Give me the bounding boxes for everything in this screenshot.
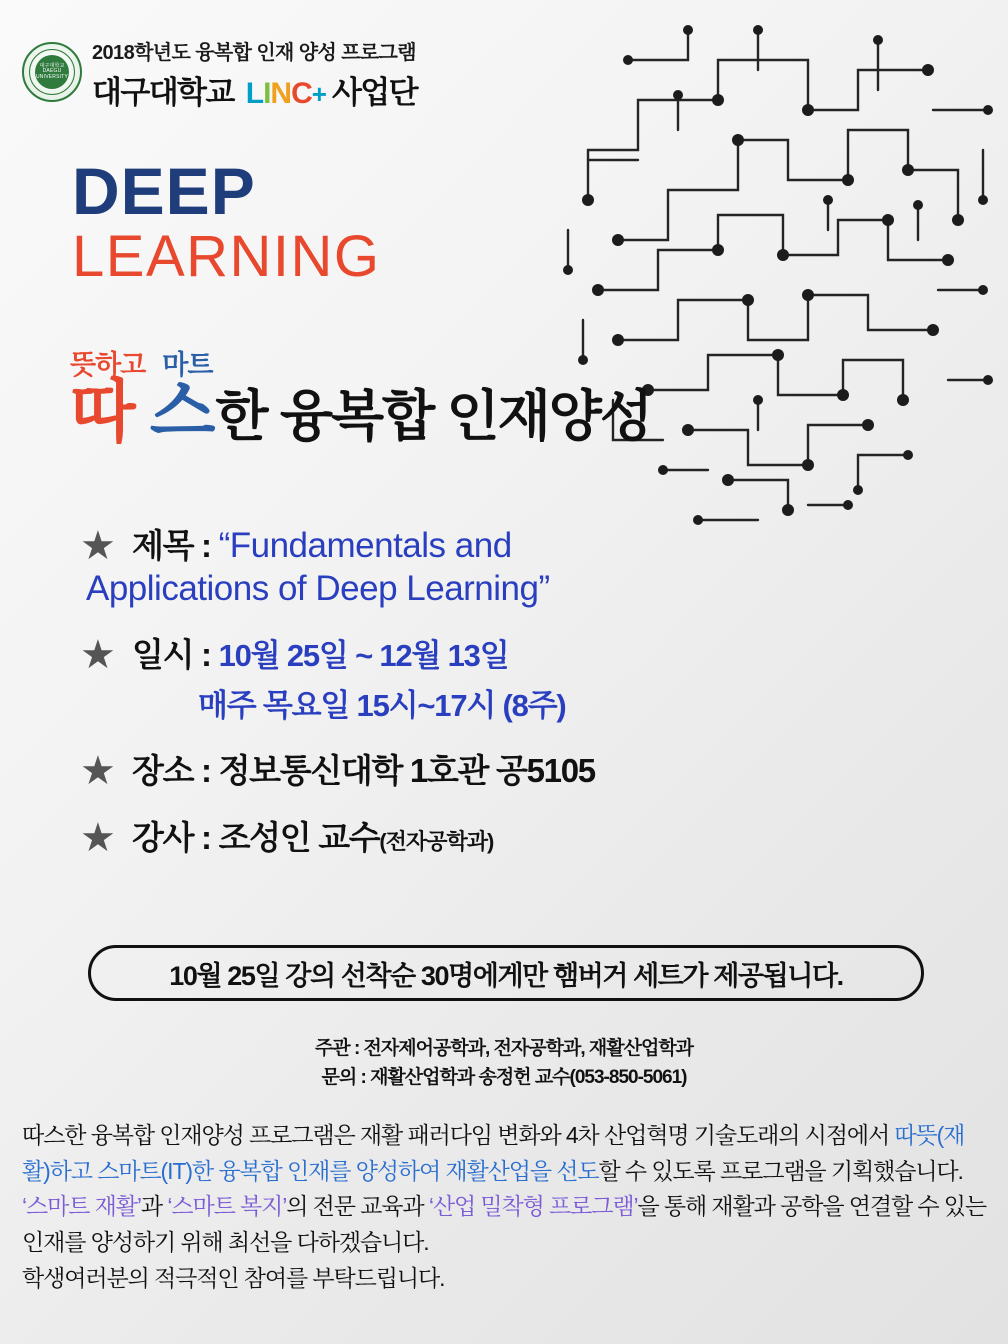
- header-text-block: [92, 36, 417, 112]
- title-first-line: [132, 520, 930, 567]
- hero-title-block: [72, 154, 381, 289]
- logo-letter-l: L: [245, 77, 264, 110]
- footer-closing-line: 학생여러분의 적극적인 참여를 부탁드립니다.: [22, 1264, 445, 1291]
- title-label: 제목 :: [132, 527, 219, 564]
- slogan-big-rest: 한 융복합 인재양성: [215, 385, 652, 447]
- date-value: 10월 25일 ~ 12월 13일: [218, 638, 509, 673]
- star-icon: ★: [80, 524, 116, 568]
- footer-highlight-2: ‘스마트 재활’: [22, 1193, 141, 1220]
- footer-line1: 따스한 융복합 인재양성 프로그램은 재활 패러다임 변화와 4차 산업혁명 기술도래의 시점에서: [22, 1122, 895, 1148]
- info-row-place: [80, 745, 930, 792]
- place-value: 정보통신대학 1호관 공5105: [218, 752, 595, 789]
- slogan-block: [70, 352, 651, 450]
- header-line-2: [92, 67, 417, 112]
- footer-highlight-1: 따뜻(재활)하고 스마트(IT)한 융복합 인재를 양성하여 재활산업을 선도: [22, 1122, 965, 1184]
- logo-letter-i: I: [263, 77, 271, 110]
- footer-line3b: 의 전문 교육과: [286, 1193, 429, 1220]
- footer-text: [22, 1118, 988, 1261]
- footer-line2b: 할 수 있도록 프로그램을 기획했습니다.: [598, 1157, 963, 1184]
- info-row-lecturer: [80, 812, 930, 859]
- star-icon: ★: [80, 816, 116, 860]
- lecturer-value: 조성인 교수: [218, 819, 380, 856]
- program-line: 2018학년도 융복합 인재 양성 프로그램: [92, 42, 416, 64]
- footer-highlight-3: ‘스마트 복지’: [167, 1193, 287, 1220]
- slogan-big-line: [70, 375, 651, 450]
- notice-box: [88, 945, 924, 1001]
- contact-line: 문의 : 재활산업학과 송정헌 교수(053-850-5061): [321, 1066, 687, 1088]
- link-plus-logo: [246, 77, 326, 111]
- date-value-line2: 매주 목요일 15시~17시 (8주): [198, 688, 566, 723]
- hero-deep-text: DEEP: [72, 154, 256, 228]
- lecturer-department: (전자공학과): [379, 829, 494, 854]
- organizers-block: [0, 1035, 1008, 1092]
- info-body-place: [132, 745, 930, 792]
- slogan-small-blue: 마트: [162, 350, 213, 380]
- footer-paragraph: [22, 1118, 988, 1296]
- info-list: [80, 520, 930, 879]
- place-label: 장소 :: [132, 752, 219, 789]
- logo-plus-sign: +: [311, 79, 326, 109]
- hero-learning-text: LEARNING: [72, 223, 381, 289]
- emblem-label: 대구대학교 DAEGU UNIVERSITY: [35, 55, 69, 89]
- info-row-date: [80, 629, 930, 725]
- logo-letter-c: C: [291, 77, 312, 110]
- footer-line3c: 을 통해 재활과 공학을 연결할 수 있는 인재를 양성하기 위해 최선을 다하겠습니다.: [22, 1193, 987, 1255]
- poster-header: [22, 36, 417, 112]
- slogan-big-red: 따: [70, 374, 134, 450]
- slogan-big-blue: 스: [149, 374, 214, 450]
- lecturer-label: 강사 :: [132, 819, 219, 856]
- host-line: 주관 : 전자제어공학과, 전자공학과, 재활산업학과: [314, 1038, 694, 1059]
- info-row-title: [80, 520, 930, 609]
- university-emblem-icon: [22, 42, 82, 102]
- footer-line3a: 과: [140, 1193, 168, 1220]
- title-value: “Fundamentals and: [218, 526, 512, 565]
- logo-letter-n: N: [270, 77, 292, 110]
- info-body-lecturer: [132, 812, 930, 859]
- info-body-title: [86, 520, 930, 609]
- group-name: 사업단: [331, 75, 417, 110]
- date-first-line: [132, 629, 930, 676]
- star-icon: ★: [80, 749, 116, 793]
- star-icon: ★: [80, 633, 116, 677]
- university-name: 대구대학교: [92, 75, 234, 110]
- notice-text: 10월 25일 강의 선착순 30명에게만 햄버거 세트가 제공됩니다.: [169, 960, 843, 991]
- brain-circuit-illustration: [388, 0, 1008, 560]
- title-value-line2: Applications of Deep Learning”: [86, 569, 550, 608]
- info-body-date: [132, 629, 930, 725]
- footer-highlight-4: ‘산업 밀착형 프로그램’: [428, 1193, 638, 1220]
- date-label: 일시 :: [132, 636, 219, 673]
- slogan-small-red: 뜻하고: [70, 350, 146, 380]
